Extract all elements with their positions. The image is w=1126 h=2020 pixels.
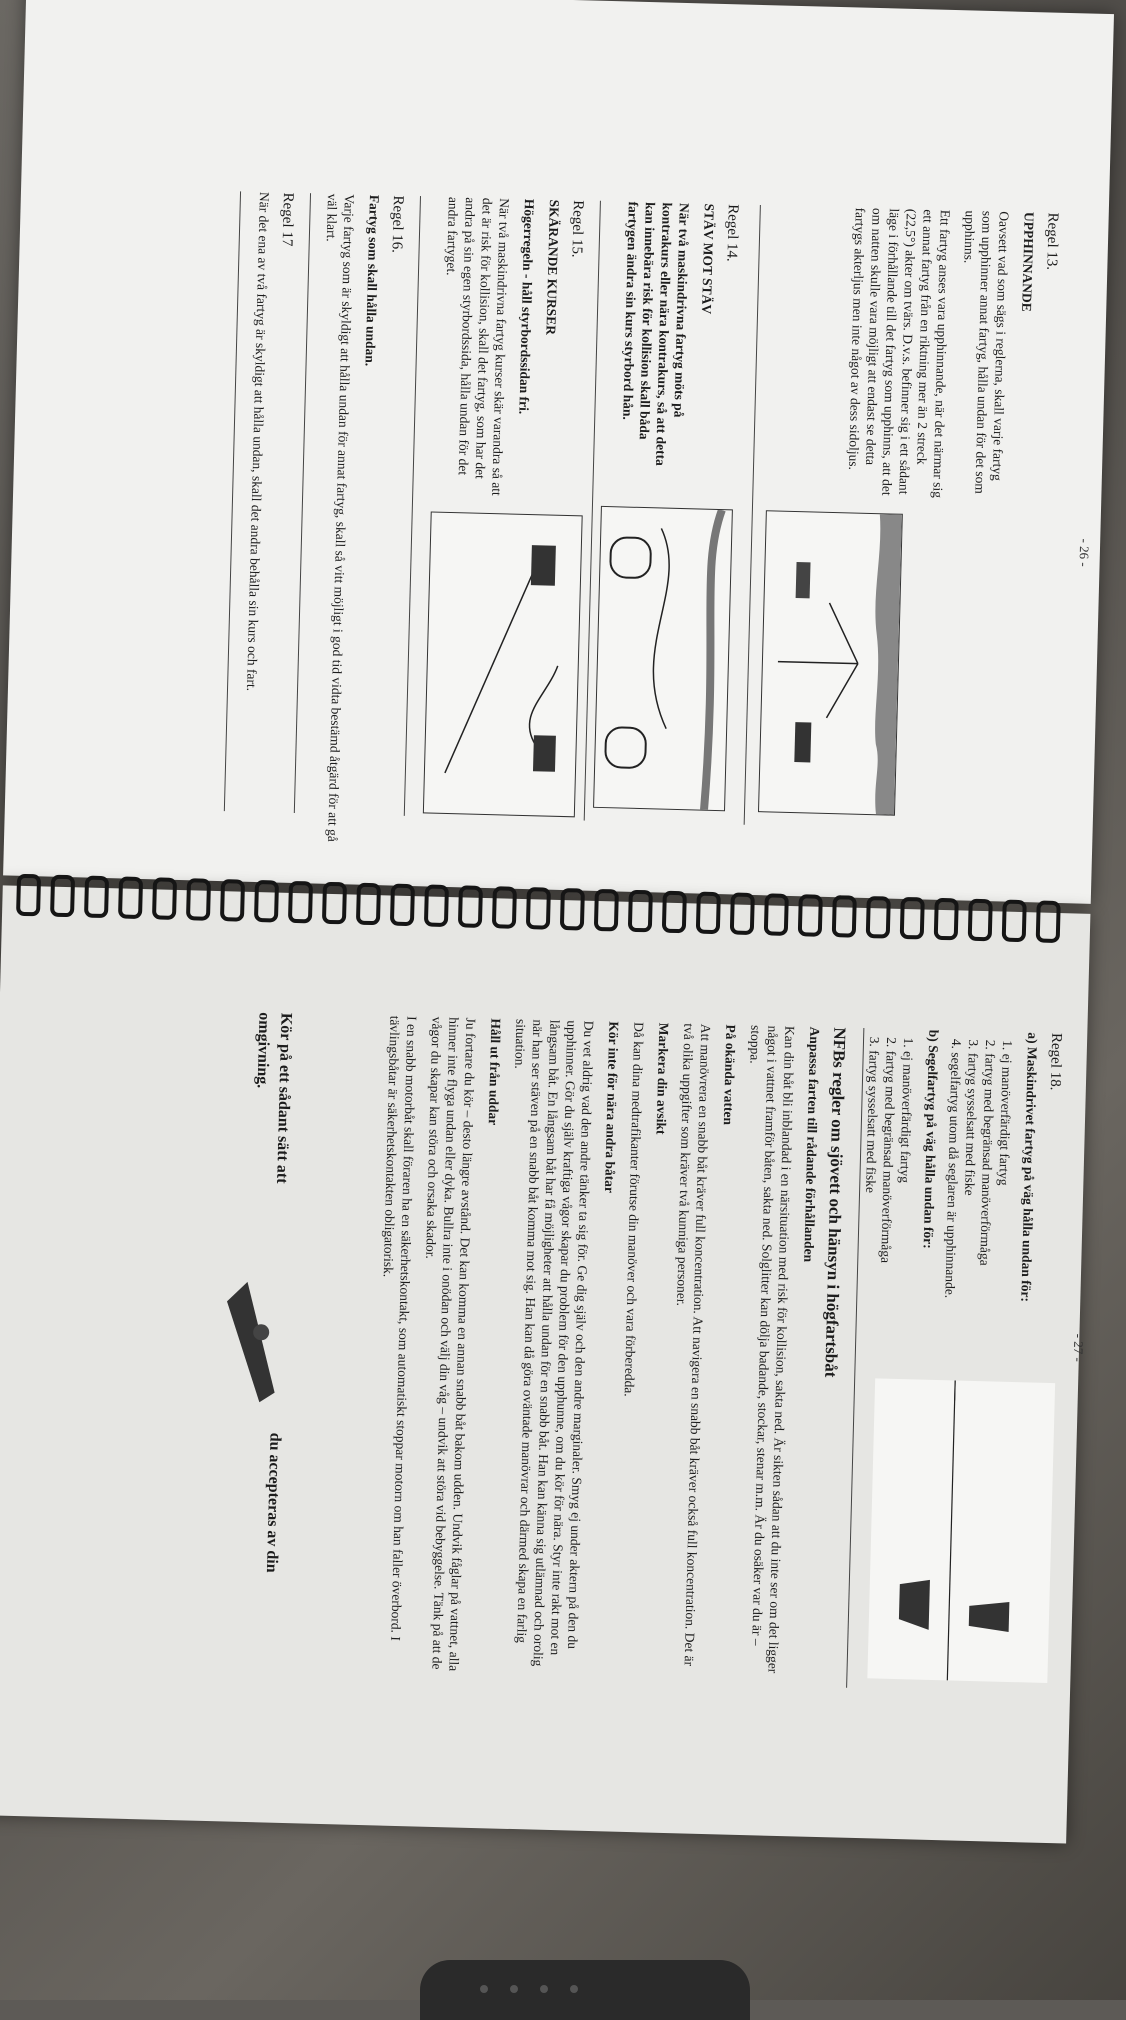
- rule-14-text: [610, 201, 741, 484]
- rule-18b-title: [917, 1030, 943, 1360]
- rule-heading: Regel 14.: [723, 204, 741, 262]
- list-title: Segelfartyg på väg hålla undan för:: [920, 1044, 941, 1249]
- list-title: Maskindrivet fartyg på väg hålla undan för:: [1018, 1046, 1040, 1303]
- binding-coil: [798, 894, 823, 937]
- binding-coil: [730, 892, 755, 935]
- binding-coil: [16, 874, 41, 917]
- binding-coil: [832, 895, 857, 938]
- slogan-part-2: du accepteras av din: [262, 1432, 284, 1573]
- binding-coil: [424, 884, 449, 927]
- list-marker: a): [1025, 1032, 1041, 1044]
- section-title: NFBs regler om sjövett och hänsyn i högfartsbåt: [821, 1027, 850, 1378]
- page-number: - 26 -: [1076, 538, 1093, 567]
- rule-heading: Regel 16.: [388, 195, 407, 254]
- rule-18a-list: [940, 1030, 1017, 1362]
- speedboat-illustration: [214, 1271, 298, 1413]
- rule-18a-title: [1016, 1032, 1042, 1362]
- binding-coil: [186, 878, 211, 921]
- slogan-part-3: omgivning.: [253, 1012, 273, 1089]
- binding-coil: [220, 879, 245, 922]
- list-item: 4. segelfartyg utom då seglaren är upphinnande.: [940, 1052, 965, 1360]
- page-sheet-26: [3, 0, 1114, 904]
- subsection-text: Att manövrera en snabb båt kräver full koncentration. Att navigera en snabb båt kräver också full koncentration. Det är två olika uppgifter som kräver två kunniga personer.: [674, 1023, 714, 1667]
- slogan-part-1: Kör på ett sådant sätt att: [273, 1012, 295, 1184]
- binding-coil: [662, 891, 687, 934]
- rule-title: STÄV MOT STÄV: [699, 203, 717, 315]
- subsection-text: Ju fortare du kör – desto längre avstånd. Det kan komma en annan snabb båt bakom udden. Undvik fåglar på vattnet, alla hinner inte flyga undan eller dyka. Bullra inte i onödan och välj din våg – undvik att störa vid bebyggelse. Tänk på att de vågor du skapar kan störa och orsaka skador.: [423, 1016, 479, 1672]
- binding-coil: [1002, 900, 1027, 943]
- binding-coil: [594, 889, 619, 932]
- list-item: 2. fartyg med begränsad manöverförmåga: [875, 1050, 900, 1358]
- rule-16-text: [299, 193, 406, 845]
- binding-coil: [288, 881, 313, 924]
- sailboat-illustration: [867, 1378, 1055, 1683]
- binding-coil: [934, 898, 959, 941]
- binding-coil: [390, 884, 415, 927]
- binding-coil: [458, 885, 483, 928]
- rule-title: SKÄRANDE KURSER: [543, 199, 562, 336]
- subsection-title: Anpassa farten till rådande förhållanden: [801, 1026, 823, 1263]
- rule-heading: Regel 15.: [568, 199, 586, 258]
- list-item: 3. fartyg sysselsatt med fiske: [858, 1050, 883, 1358]
- subsection-text: I en snabb motorbåt skall föraren ha en säkerhetskontakt, som automatiskt stoppar motorn om han faller överbord. I tävlingsbåtar är säkerhetskontakten obligatorisk.: [380, 1015, 420, 1642]
- nfb-section: [361, 1015, 849, 1687]
- drain-hole: [480, 1985, 488, 1993]
- binding-coil: [764, 893, 789, 936]
- binding-coil: [118, 876, 143, 919]
- subsection-text: Kan din båt bli inblandad i en närsituation med risk för kollision, sakta ned. Är sikten sådan att du inte ser om det ligger något i vattnet framför båten, sakta ned. Solglitter kan dölja badande, stockar, stenar m.m. Är du osäker var du är – stoppa.: [747, 1024, 798, 1674]
- binding-coil: [628, 890, 653, 933]
- rule-13-text: [836, 207, 1061, 503]
- rule-17-text: [231, 192, 296, 843]
- binding-coil: [50, 875, 75, 918]
- binding-coil: [84, 876, 109, 919]
- sink-drain: [420, 1960, 750, 2020]
- list-item: 2. fartyg med begränsad manöverförmåga: [974, 1053, 999, 1361]
- rule-heading: Regel 17: [278, 192, 297, 247]
- page-sheet-27: [0, 885, 1090, 1843]
- subsection-title: Håll ut från uddar: [485, 1018, 504, 1126]
- binding-coil: [968, 899, 993, 942]
- closing-slogan: [197, 1011, 294, 1673]
- rule-paragraph: Varje fartyg som är skyldigt att hålla undan för annat fartyg, skall så vitt möjligt i god tid vidta bestämd åtgärd för att gå väl klart.: [323, 193, 358, 843]
- rule-18-text: [858, 1028, 1065, 1363]
- drain-hole: [570, 1985, 578, 1993]
- rule-title: Fartyg som skall hålla undan.: [362, 194, 383, 367]
- rule-paragraph: Oavsett vad som sägs i reglerna, skall varje fartyg som upphinner annat fartyg, hålla undan för det som upphinns.: [961, 210, 1012, 495]
- binding-coil: [152, 877, 177, 920]
- page-27-content: [117, 1009, 1087, 1713]
- binding-coil: [356, 883, 381, 926]
- rule-paragraph: När det ena av två fartyg är skyldigt att hålla undan, skall det andra behålla sin kurs och fart.: [243, 191, 273, 692]
- rule-title: UPPHINNANDE: [1019, 211, 1037, 312]
- crossing-courses-illustration: [423, 511, 583, 817]
- list-item: 1. ej manöverfärdigt fartyg: [991, 1054, 1016, 1362]
- subsection-title: På okända vatten: [720, 1024, 739, 1126]
- subsection-title: Kör inte för nära andra båtar: [601, 1021, 622, 1194]
- rule-18b-list: [858, 1028, 918, 1359]
- rule-paragraph: När två maskindrivna fartyg möts på kontrakurs eller nära kontrakurs, så att detta kan innebära risk för kollision skall båda fartygen ändra sin kurs styrbord hån.: [620, 201, 692, 467]
- divider: [404, 196, 421, 816]
- head-on-illustration: [593, 506, 733, 811]
- page-26-content: [183, 190, 1093, 892]
- binding-coil: [900, 897, 925, 940]
- drain-hole: [540, 1985, 548, 1993]
- binding-coil: [254, 880, 279, 923]
- subsection-title: Markera din avsikt: [653, 1022, 672, 1135]
- page-number: - 27 -: [1070, 1333, 1087, 1363]
- rule-paragraph: När två maskindrivna fartyg kurser skär varandra så att det är risk för kollision, skall det fartyg, som har det andra på sin egen styrbordssida, hålla undan för det andra fartyget.: [443, 196, 512, 497]
- list-item: 3. fartyg sysselsatt med fiske: [957, 1053, 982, 1361]
- rule-subtitle: Högerregeln - håll styrbordssidan fri.: [516, 198, 537, 415]
- binding-coil: [526, 887, 551, 930]
- rule-paragraph: Ett fartyg anses vara upphinnande, när det närmar sig ett annat fartyg från en riktning mer än 2 streck (22,5°) akter om tvärs. D.v.s. befinner sig i ett sådant läge i förhållande till det fartyg som upphinns, att det om natten skulle vara möjligt att endast se detta fartygs akterljus men inte något av dess sidoljus.: [845, 207, 953, 499]
- binding-coil: [866, 896, 891, 939]
- binding-coil: [696, 892, 721, 935]
- rule-15-text: [429, 197, 586, 501]
- binding-coil: [322, 882, 347, 925]
- subsection-text: Du vet aldrig vad den andre tänker ta sig för. Ge dig själv och den andre marginaler. Smyg ej under aktern på den du upphinner. Gör du själv kraftiga vågor skapar du problem för den upphunne, om du kör för nära. Styr inte rakt mot en långsam båt. En långsam båt har få möjligheter att hålla undan för en snabb båt. Han kan känna sig utlämnad och orolig när han ser stäven på en snabb båt komma mot sig. Han kan då göra oväntade manövrar och därmed skapa en farlig situation.: [512, 1018, 597, 1667]
- binding-coil: [1036, 900, 1061, 943]
- overtaking-illustration: [758, 510, 903, 815]
- rule-heading: Regel 13.: [1043, 212, 1061, 271]
- binding-coil: [560, 888, 585, 931]
- subsection-text: Då kan dina medtrafikanter förutse din manöver och vara förberedda.: [621, 1021, 647, 1397]
- list-marker: b): [926, 1029, 942, 1043]
- rule-heading: Regel 18.: [1046, 1032, 1065, 1091]
- binding-coil: [492, 886, 517, 929]
- list-item: 1. ej manöverfärdigt fartyg: [892, 1051, 917, 1359]
- drain-hole: [510, 1985, 518, 1993]
